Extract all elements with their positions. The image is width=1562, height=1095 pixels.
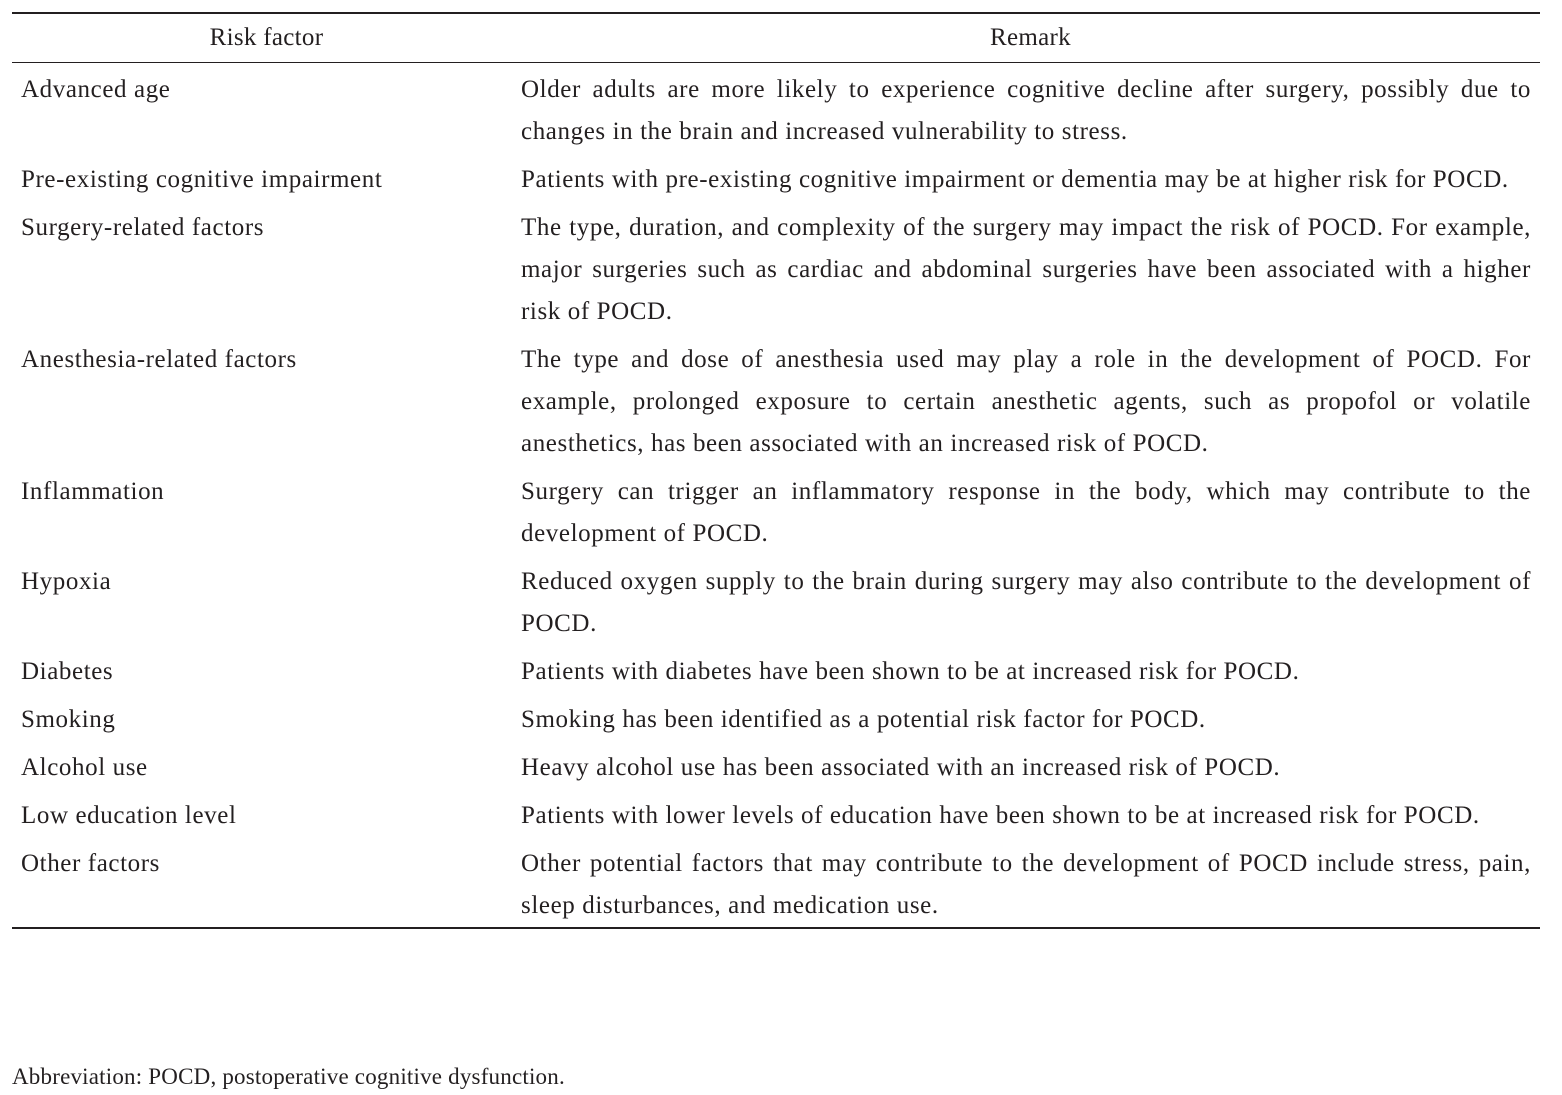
table-row bbox=[12, 795, 1540, 843]
table-row bbox=[12, 747, 1540, 795]
risk-factor-cell: Surgery-related factors bbox=[21, 214, 265, 241]
risk-factor-cell: Inflammation bbox=[21, 478, 165, 505]
remark-cell: Other potential factors that may contribute to the development of POCD include stress, pain, sleep disturbances, and medication use. bbox=[521, 850, 1531, 919]
risk-factor-table bbox=[12, 12, 1540, 929]
remark-cell: Patients with lower levels of education have been shown to be at increased risk for POCD. bbox=[521, 802, 1480, 829]
risk-factor-cell: Other factors bbox=[21, 850, 160, 877]
risk-factor-cell: Anesthesia-related factors bbox=[21, 346, 297, 373]
remark-cell: Patients with pre-existing cognitive impairment or dementia may be at higher risk for POCD. bbox=[521, 166, 1509, 193]
risk-factor-table-container bbox=[12, 12, 1540, 929]
risk-factor-cell: Hypoxia bbox=[21, 568, 112, 595]
table-row bbox=[12, 843, 1540, 928]
remark-cell: The type, duration, and complexity of the surgery may impact the risk of POCD. For example, major surgeries such as cardiac and abdominal surgeries have been associated with a higher risk of POCD. bbox=[521, 214, 1531, 325]
risk-factor-cell: Smoking bbox=[21, 706, 116, 733]
remark-cell: The type and dose of anesthesia used may play a role in the development of POCD. For example, prolonged exposure to certain anesthetic agents, such as propofol or volatile anesthetics, has been associated with an increased risk of POCD. bbox=[521, 346, 1531, 457]
header-risk-factor: Risk factor bbox=[209, 24, 324, 51]
remark-cell: Smoking has been identified as a potential risk factor for POCD. bbox=[521, 706, 1206, 733]
remark-cell: Older adults are more likely to experience cognitive decline after surgery, possibly due to changes in the brain and increased vulnerability to stress. bbox=[521, 76, 1531, 145]
table-row bbox=[12, 699, 1540, 747]
remark-cell: Heavy alcohol use has been associated with an increased risk of POCD. bbox=[521, 754, 1281, 781]
table-row bbox=[12, 159, 1540, 207]
table-footnote: Abbreviation: POCD, postoperative cognitive dysfunction. bbox=[12, 1064, 565, 1089]
table-row bbox=[12, 207, 1540, 339]
remark-cell: Surgery can trigger an inflammatory response in the body, which may contribute to the development of POCD. bbox=[521, 478, 1531, 547]
risk-factor-cell: Low education level bbox=[21, 802, 237, 829]
remark-cell: Reduced oxygen supply to the brain during surgery may also contribute to the development of POCD. bbox=[521, 568, 1531, 637]
table-row bbox=[12, 651, 1540, 699]
risk-factor-cell: Advanced age bbox=[21, 76, 171, 103]
risk-factor-cell: Diabetes bbox=[21, 658, 114, 685]
table-row bbox=[12, 63, 1540, 160]
table-row bbox=[12, 561, 1540, 651]
table-row bbox=[12, 339, 1540, 471]
header-remark: Remark bbox=[990, 24, 1071, 51]
risk-factor-cell: Pre-existing cognitive impairment bbox=[21, 166, 383, 193]
remark-cell: Patients with diabetes have been shown to be at increased risk for POCD. bbox=[521, 658, 1300, 685]
table-row bbox=[12, 471, 1540, 561]
risk-factor-cell: Alcohol use bbox=[21, 754, 148, 781]
table-body bbox=[12, 63, 1540, 929]
table-header bbox=[12, 13, 1540, 63]
header-row bbox=[12, 13, 1540, 63]
